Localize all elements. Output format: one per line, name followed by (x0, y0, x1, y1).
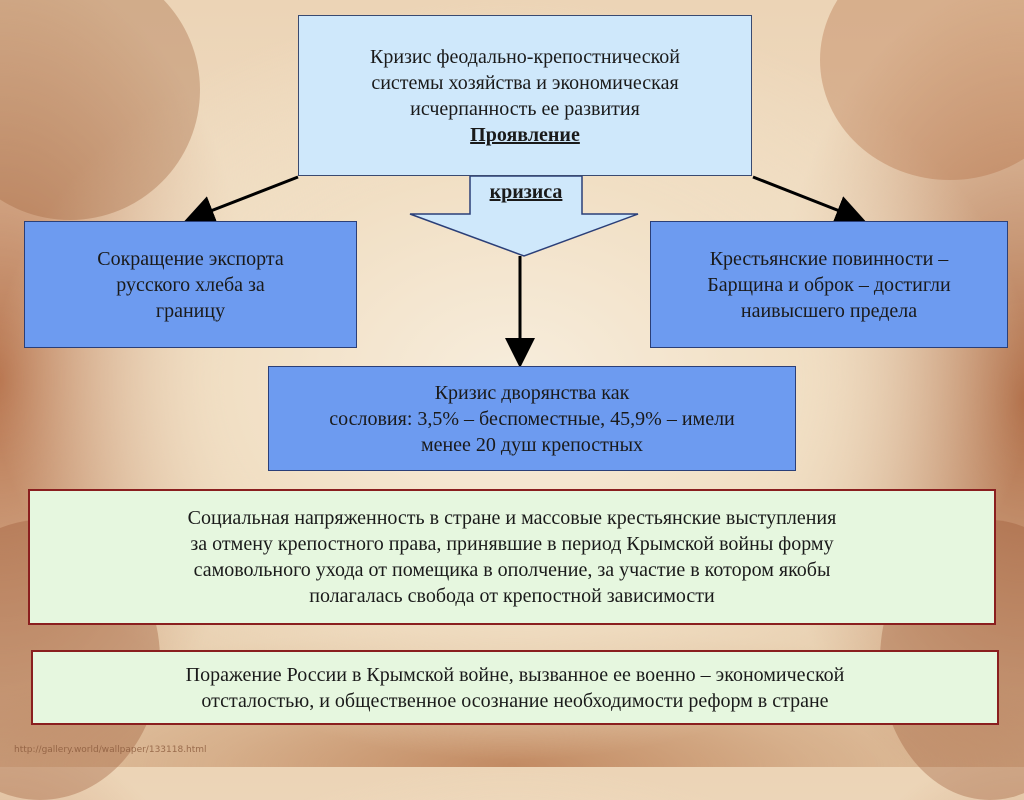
defeat-box-line: отсталостью, и общественное осознание необходимости реформ в стране (201, 689, 829, 712)
arrow-label-box (470, 177, 582, 207)
left-box (24, 221, 357, 348)
crimean-defeat-box (31, 650, 999, 725)
top-box (298, 15, 752, 176)
arrow-label-line: кризиса (489, 181, 563, 203)
social-box-line: самовольного ухода от помещика в ополчение, за участие в котором якобы (193, 559, 831, 581)
defeat-box-line: Поражение России в Крымской войне, вызванное ее военно – экономической (185, 663, 845, 686)
top-box-line: исчерпанность ее развития (410, 97, 640, 120)
right-box-line: наивысшего предела (740, 299, 918, 322)
left-box-line: границу (155, 299, 226, 322)
social-box-line: Социальная напряженность в стране и массовые крестьянские выступления (187, 507, 837, 529)
social-box-line: за отмену крепостного права, принявшие в период Крымской войны форму (190, 533, 834, 555)
middle-box-line: менее 20 душ крепостных (420, 433, 644, 456)
watermark-url: http://gallery.world/wallpaper/133118.html (14, 745, 207, 755)
left-box-line: Сокращение экспорта (97, 247, 284, 270)
social-tension-box (28, 489, 996, 625)
middle-box (268, 366, 796, 471)
arrow-to-right-box (753, 177, 860, 219)
left-box-line: русского хлеба за (116, 273, 265, 296)
top-box-line: системы хозяйства и экономическая (371, 71, 679, 94)
social-box-line: полагалась свобода от крепостной зависимости (309, 585, 715, 607)
arrow-label: Проявление (470, 123, 580, 146)
right-box-line: Барщина и оброк – достигли (707, 273, 951, 296)
right-box-line: Крестьянские повинности – (709, 247, 949, 270)
middle-box-line: сословия: 3,5% – беспоместные, 45,9% – имели (329, 407, 735, 430)
arrow-to-left-box (190, 177, 298, 219)
middle-box-line: Кризис дворянства как (434, 381, 630, 404)
right-box (650, 221, 1008, 348)
top-box-line: Кризис феодально-крепостнической (369, 45, 680, 68)
